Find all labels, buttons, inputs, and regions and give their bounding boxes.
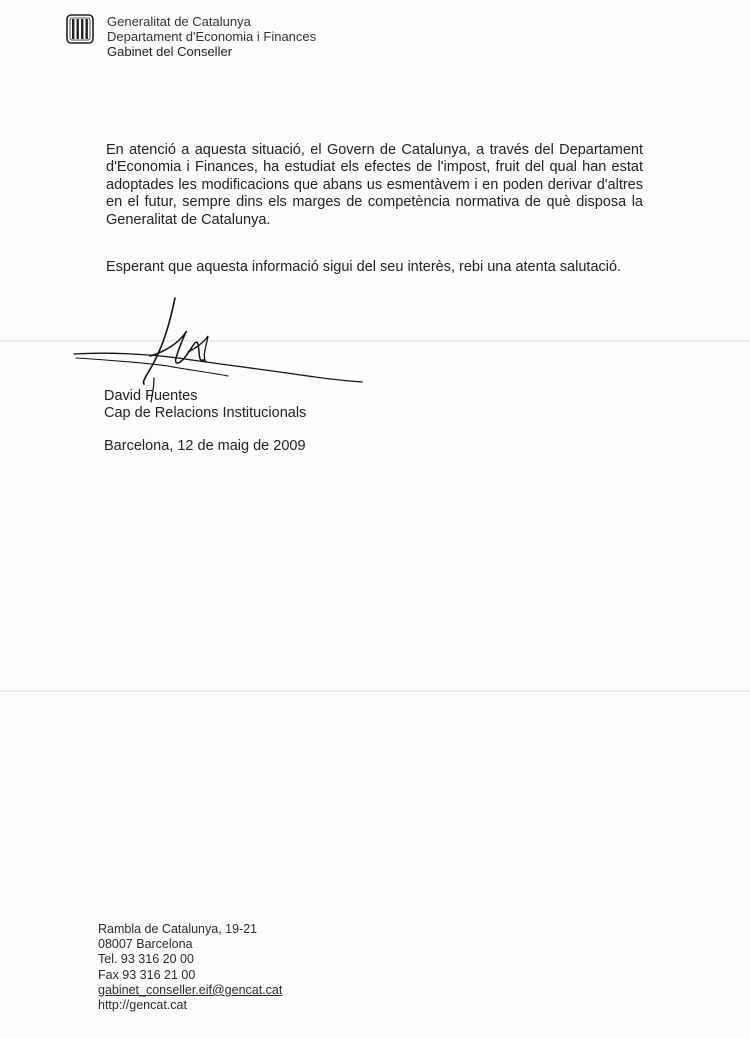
- signer-title: Cap de Relacions Institucionals: [104, 405, 307, 421]
- closing-line: Esperant que aquesta informació sigui del seu interès, rebi una atenta salutació.: [106, 259, 622, 275]
- office-name: Gabinet del Conseller: [107, 44, 233, 59]
- paper-fold-line: [0, 690, 750, 692]
- footer-email-link[interactable]: gabinet_conseller.eif@gencat.cat: [98, 982, 283, 997]
- signer-block: [104, 388, 306, 422]
- letter-date: Barcelona, 12 de maig de 2009: [104, 438, 306, 454]
- department-name: Departament d'Economia i Finances: [107, 29, 317, 44]
- footer-web-link[interactable]: http://gencat.cat: [98, 998, 187, 1013]
- letterhead: [66, 14, 316, 59]
- signer-name: David Fuentes: [104, 388, 198, 404]
- footer-contact: [98, 922, 282, 1013]
- body-paragraph: En atenció a aquesta situació, el Govern de Catalunya, a través del Departament d'Economia i Finances, ha estudiat els efectes de l'impost, fruit del qual han estat adoptades les modificacions que abans us esmentàvem i en poden derivar d'altres en el futur, sempre dins els marges de competència normativa de què disposa la Generalitat de Catalunya.: [106, 142, 643, 228]
- org-name: Generalitat de Catalunya: [107, 14, 251, 29]
- footer-postal: 08007 Barcelona: [98, 937, 193, 952]
- footer-address: Rambla de Catalunya, 19-21: [98, 922, 258, 936]
- footer-tel: Tel. 93 316 20 00: [98, 952, 194, 967]
- footer-fax: Fax 93 316 21 00: [98, 967, 196, 982]
- generalitat-logo-icon: [66, 14, 94, 44]
